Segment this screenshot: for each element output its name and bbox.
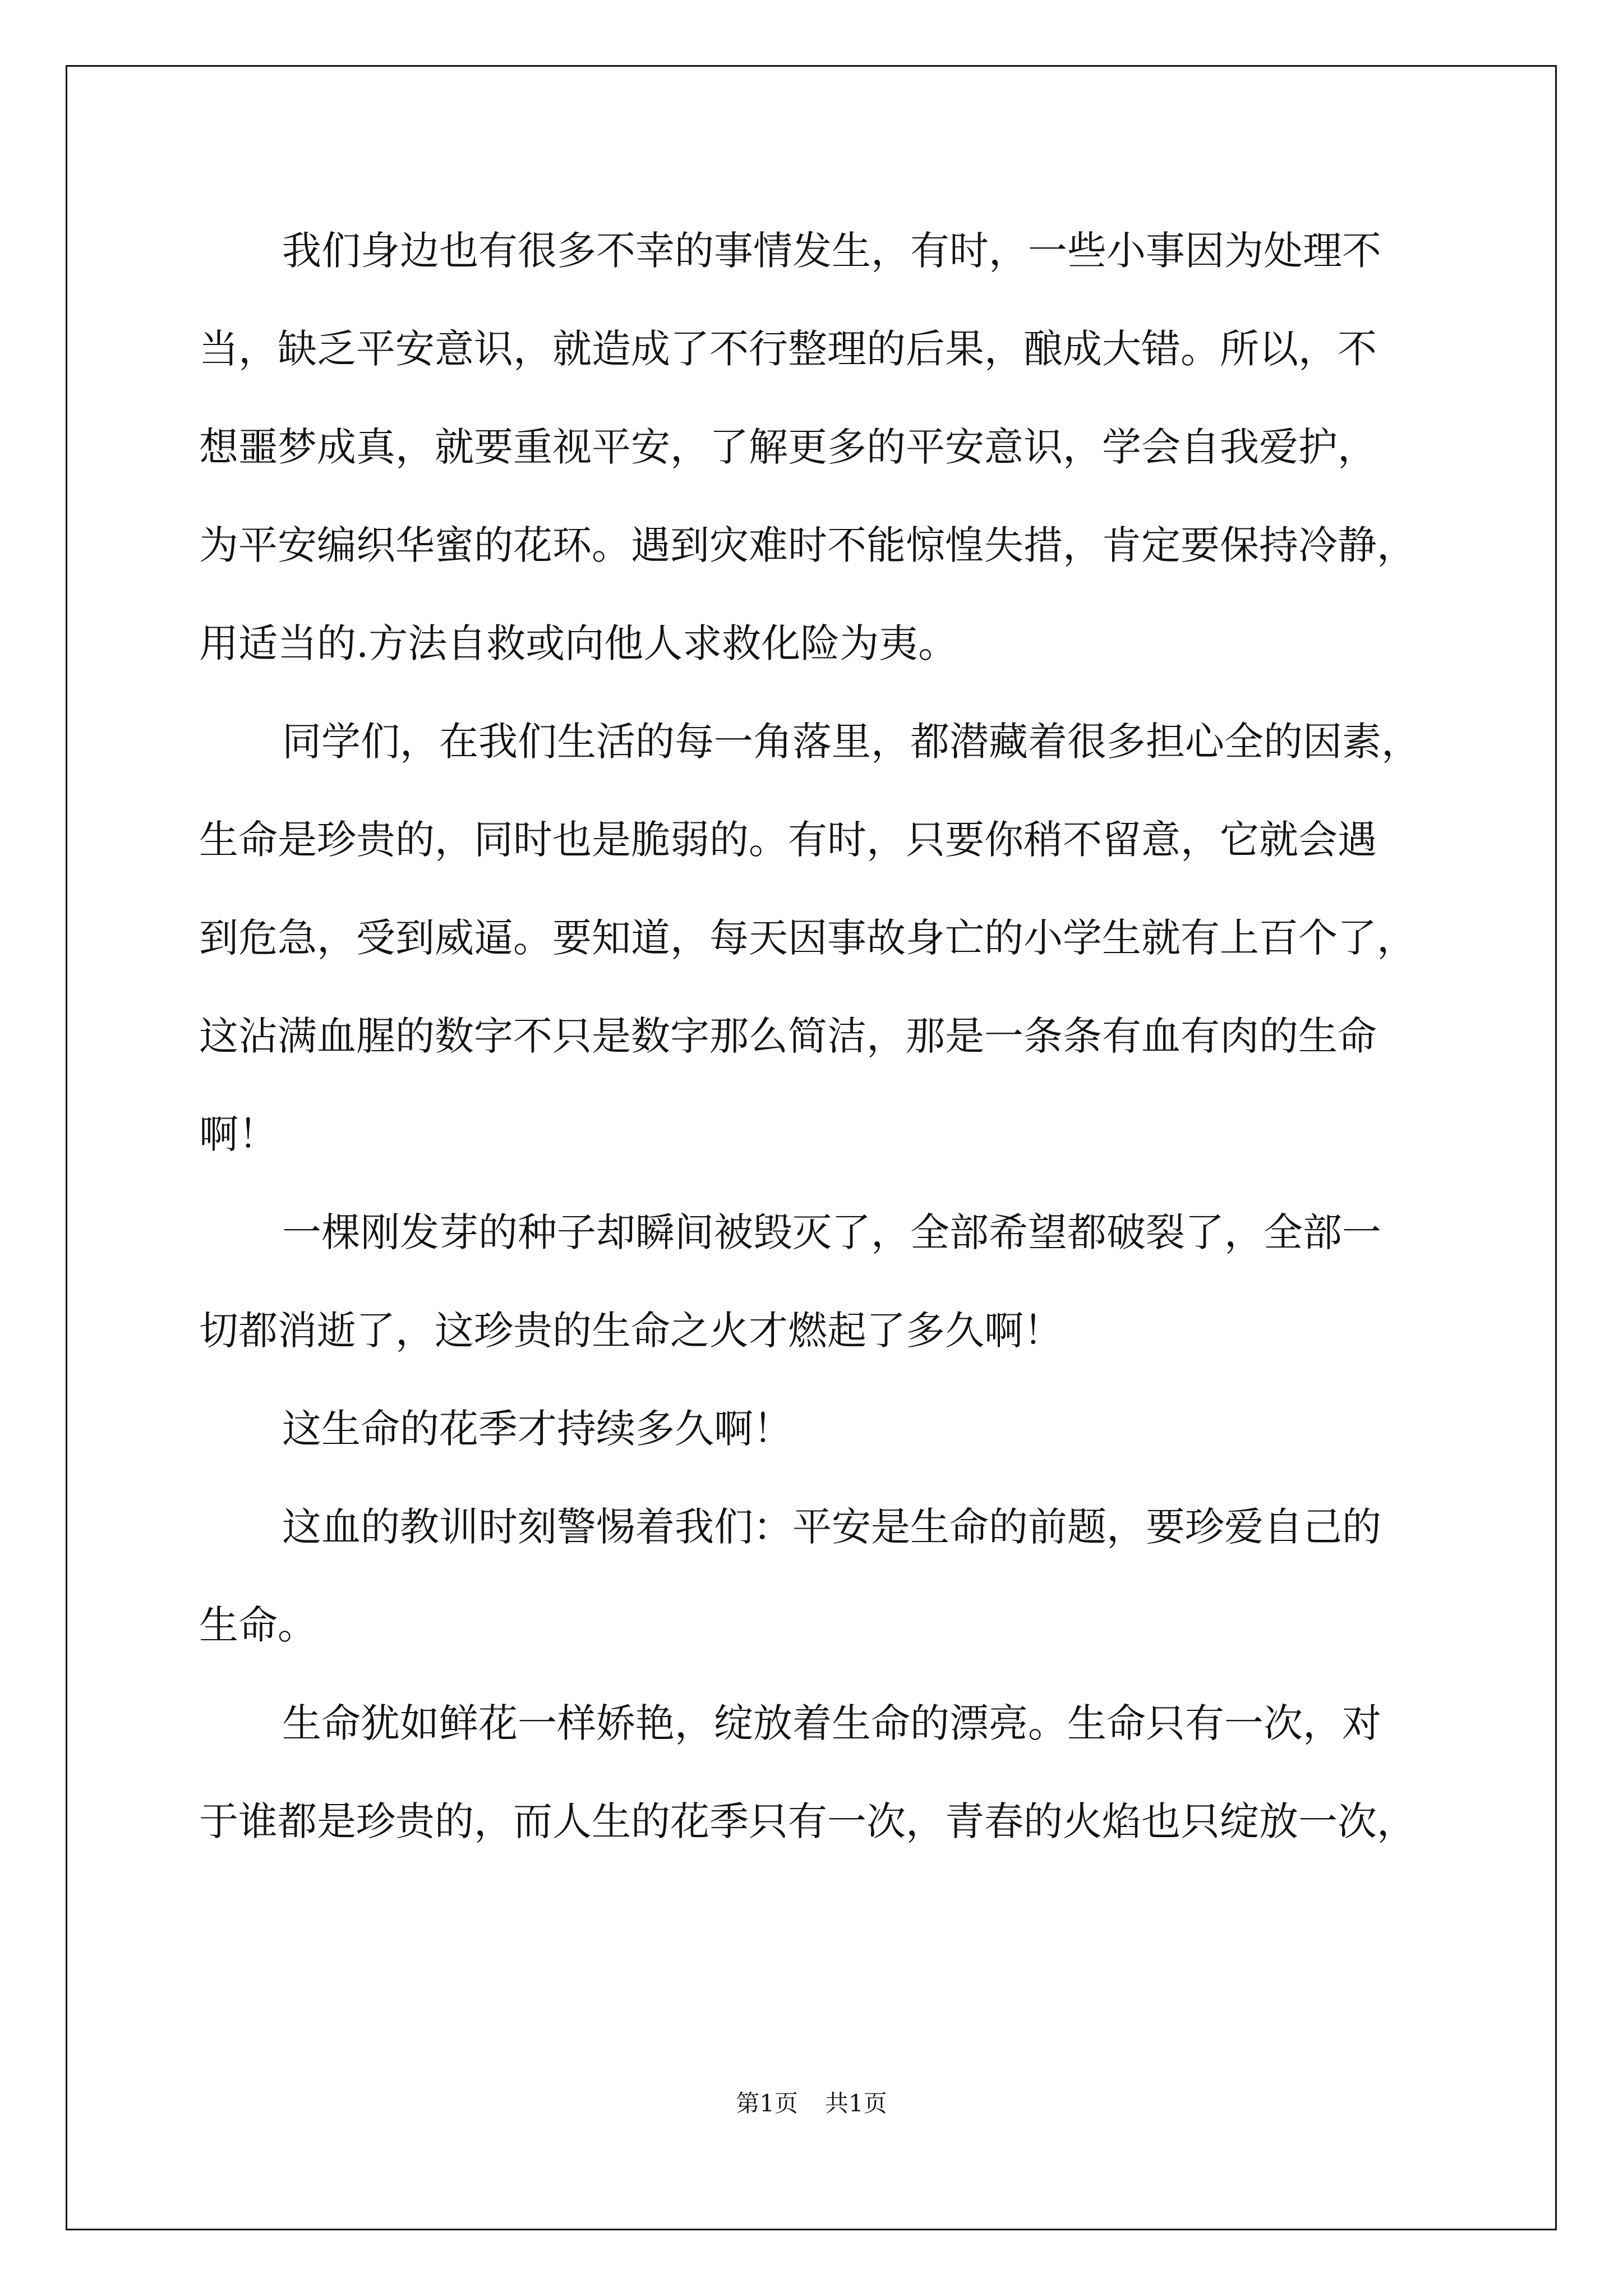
text-line: 我们身边也有很多不幸的事情发生，有时，一些小事因为处理不 <box>282 228 1381 274</box>
text-line: 于谁都是珍贵的，而人生的花季只有一次，青春的火焰也只绽放一次， <box>199 1798 1416 1844</box>
text-line: 到危急，受到威逼。要知道，每天因事故身亡的小学生就有上百个了， <box>199 915 1416 961</box>
text-line: 为平安编织华蜜的花环。遇到灾难时不能惊惶失措，肯定要保持冷静， <box>199 522 1416 568</box>
text-line: 切都消逝了，这珍贵的生命之火才燃起了多久啊！ <box>199 1308 1063 1354</box>
page-number: 第1页 <box>736 2090 798 2117</box>
text-line: 生命犹如鲜花一样娇艳，绽放着生命的漂亮。生命只有一次，对 <box>282 1700 1381 1746</box>
page-footer <box>0 2090 1623 2118</box>
text-line: 这生命的花季才持续多久啊！ <box>282 1406 792 1452</box>
text-line: 这沾满血腥的数字不只是数字那么简洁，那是一条条有血有肉的生命 <box>199 1013 1377 1059</box>
text-line: 啊！ <box>199 1111 278 1157</box>
text-line: 当，缺乏平安意识，就造成了不行整理的后果，酿成大错。所以，不 <box>199 326 1377 372</box>
text-line: 生命是珍贵的，同时也是脆弱的。有时，只要你稍不留意，它就会遇 <box>199 817 1377 863</box>
text-line: 一棵刚发芽的种子却瞬间被毁灭了，全部希望都破裂了，全部一 <box>282 1209 1381 1255</box>
text-line: 这血的教训时刻警惕着我们：平安是生命的前题，要珍爱自己的 <box>282 1504 1381 1550</box>
text-line: 生命。 <box>199 1602 317 1648</box>
text-line: 同学们，在我们生活的每一角落里，都潜藏着很多担心全的因素， <box>282 719 1421 765</box>
document-body <box>199 202 1455 1871</box>
text-line: 用适当的.方法自救或向他人求救化险为夷。 <box>199 620 958 666</box>
page-total: 共1页 <box>825 2090 887 2117</box>
text-line: 想噩梦成真，就要重视平安，了解更多的平安意识，学会自我爱护， <box>199 424 1377 470</box>
